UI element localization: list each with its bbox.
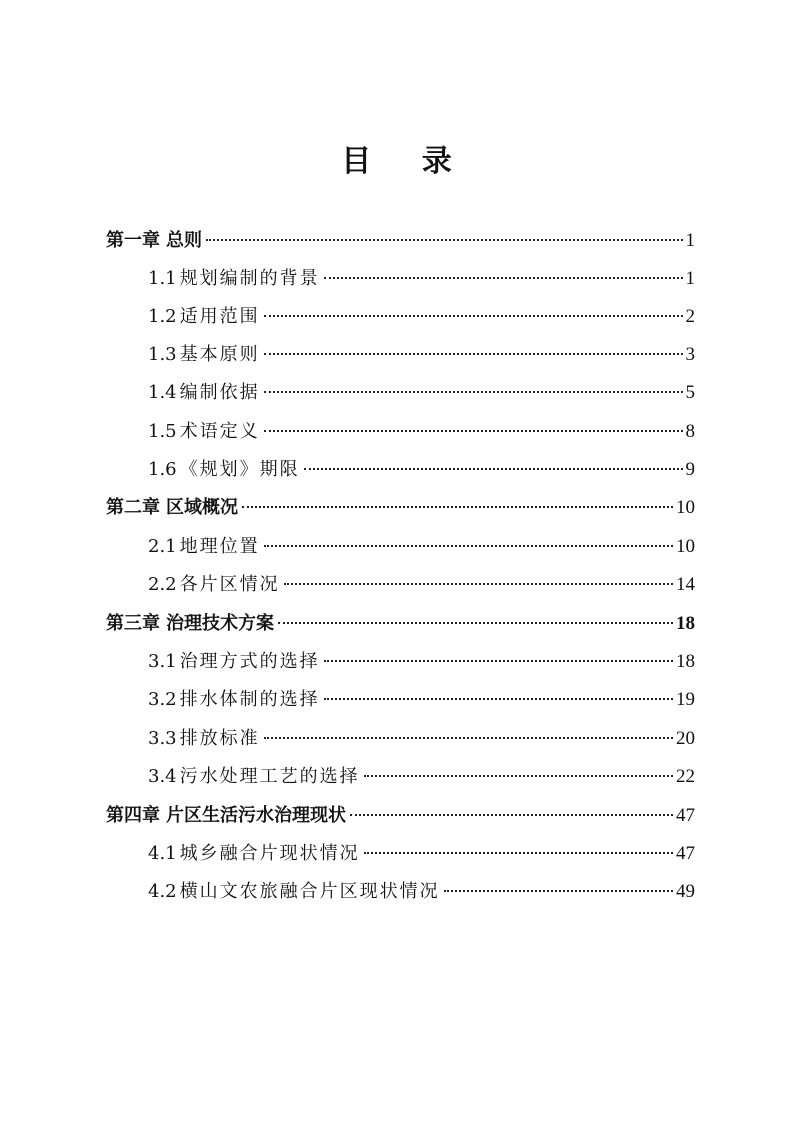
dot-leader [324,698,673,700]
toc-entry-text: 基本原则 [179,344,260,365]
toc-page-number: 2 [685,306,695,327]
toc-entry-text: 污水处理工艺的选择 [179,766,360,787]
toc-page-number: 22 [676,766,695,787]
toc-page-number: 18 [676,651,695,672]
toc-entry-number: 第二章 [106,497,160,518]
toc-page-number: 47 [676,843,695,864]
toc-entry-text: 区域概况 [166,497,238,518]
toc-entry-chapter-2[interactable] [106,493,695,523]
toc-entry-section-3-1[interactable] [148,647,695,677]
toc-entry-section-1-1[interactable] [148,264,695,294]
toc-entry-text: 术语定义 [179,421,260,442]
dot-leader [242,506,673,508]
toc-entry-section-3-2[interactable] [148,685,695,715]
toc-entry-label [106,801,346,831]
dot-leader [278,622,673,624]
toc-entry-label [148,532,260,562]
dot-leader [324,277,683,279]
dot-leader [350,814,673,816]
toc-entry-text: 地理位置 [179,536,260,557]
toc-entry-section-4-2[interactable] [148,877,695,907]
toc-entry-text: 编制依据 [179,382,260,403]
toc-entry-text: 规划编制的背景 [179,268,320,289]
dot-leader [264,430,683,432]
toc-entry-number: 1.3 [148,344,177,365]
toc-entry-number: 1.6 [148,459,177,480]
toc-entry-label [148,302,260,332]
dot-leader [364,775,673,777]
toc-entry-label [148,340,260,370]
toc-entry-label [148,839,360,869]
toc-page-number: 1 [685,268,695,289]
toc-entry-section-3-4[interactable] [148,762,695,792]
toc-entry-label [148,417,260,447]
toc-entry-section-4-1[interactable] [148,839,695,869]
dot-leader [444,890,673,892]
toc-entry-number: 第四章 [106,805,160,826]
toc-entry-text: 各片区情况 [179,574,280,595]
toc-entry-text: 排水体制的选择 [179,689,320,710]
toc-entry-label [148,647,320,677]
toc-entry-chapter-4[interactable] [106,801,695,831]
dot-leader [264,315,683,317]
toc-entry-text: 《规划》期限 [179,459,300,480]
toc-entry-number: 第三章 [106,613,160,634]
toc-page-number: 1 [685,230,695,251]
toc-page-number: 20 [676,728,695,749]
toc-entry-label [148,685,320,715]
toc-entry-number: 1.4 [148,382,177,403]
toc-page-number: 19 [676,689,695,710]
toc-entry-label [148,264,320,294]
toc-entry-label [106,609,274,639]
toc-entry-chapter-3[interactable] [106,609,695,639]
toc-entry-text: 排放标准 [179,728,260,749]
toc-entry-label [148,570,280,600]
dot-leader [264,545,673,547]
toc-page-number: 18 [676,613,695,634]
dot-leader [264,737,673,739]
toc-entry-chapter-1[interactable] [106,226,695,256]
toc-entry-number: 4.1 [148,843,177,864]
dot-leader [324,660,673,662]
toc-page-number: 5 [685,382,695,403]
dot-leader [264,353,683,355]
dot-leader [364,852,673,854]
toc-page-number: 10 [676,497,695,518]
dot-leader [264,391,683,393]
toc-entry-section-1-3[interactable] [148,340,695,370]
toc-entry-number: 1.2 [148,306,177,327]
toc-entry-label [148,877,440,907]
toc-entry-number: 2.1 [148,536,177,557]
toc-page-number: 8 [685,421,695,442]
toc-entry-text: 片区生活污水治理现状 [166,805,346,826]
page-title: 目 录 [341,144,472,179]
toc-entry-number: 3.4 [148,766,177,787]
toc-entry-section-1-6[interactable] [148,455,695,485]
dot-leader [304,468,683,470]
toc-entry-section-3-3[interactable] [148,724,695,754]
toc-entry-number: 3.1 [148,651,177,672]
toc-entry-label [106,226,202,256]
toc-entry-text: 总则 [166,230,202,251]
dot-leader [284,583,673,585]
toc-entry-number: 3.3 [148,728,177,749]
toc-page-number: 14 [676,574,695,595]
toc-page-number: 9 [685,459,695,480]
toc-entry-label [106,493,238,523]
toc-entry-text: 治理方式的选择 [179,651,320,672]
toc-entry-label [148,762,360,792]
toc-page-number: 10 [676,536,695,557]
toc-entry-text: 城乡融合片现状情况 [179,843,360,864]
toc-entry-text: 横山文农旅融合片区现状情况 [179,881,440,902]
toc-entry-text: 适用范围 [179,306,260,327]
toc-entry-number: 2.2 [148,574,177,595]
toc-entry-section-2-1[interactable] [148,532,695,562]
toc-entry-section-1-2[interactable] [148,302,695,332]
toc-entry-section-1-5[interactable] [148,417,695,447]
toc-entry-number: 第一章 [106,230,160,251]
toc-entry-number: 1.1 [148,268,177,289]
toc-page-number: 3 [685,344,695,365]
toc-entry-number: 4.2 [148,881,177,902]
toc-entry-section-1-4[interactable] [148,378,695,408]
toc-entry-text: 治理技术方案 [166,613,274,634]
toc-page-number: 49 [676,881,695,902]
toc-entry-label [148,455,300,485]
dot-leader [206,239,683,241]
toc-entry-number: 1.5 [148,421,177,442]
toc-entry-label [148,378,260,408]
toc-entry-label [148,724,260,754]
toc-entry-number: 3.2 [148,689,177,710]
toc-page-number: 47 [676,805,695,826]
toc-entry-section-2-2[interactable] [148,570,695,600]
